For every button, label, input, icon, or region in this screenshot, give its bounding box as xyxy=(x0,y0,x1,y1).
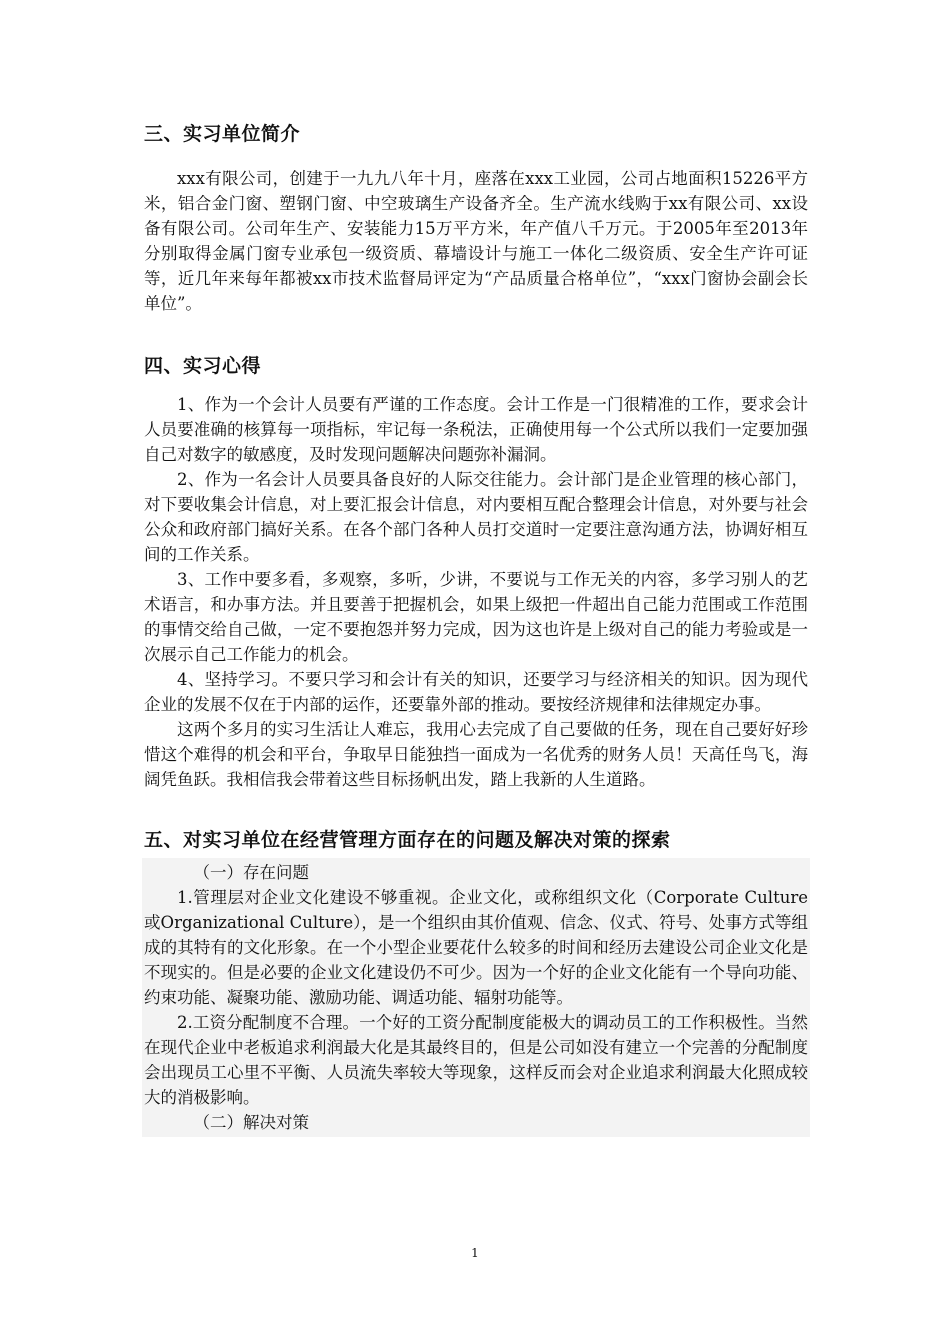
section-4-paragraph-3: 3、工作中要多看，多观察，多听，少讲，不要说与工作无关的内容，多学习别人的艺术语言，和办事方法。并且要善于把握机会，如果上级把一件超出自己能力范围或工作范围的事情交给自己做，一定不要抱怨并努力完成，因为这也许是上级对自己的能力考验或是一次展示自己工作能力的机会。 xyxy=(144,570,808,664)
section-3-title: 三、实习单位简介 xyxy=(144,123,301,145)
section-5-paragraph-2: 2.工资分配制度不合理。一个好的工资分配制度能极大的调动员工的工作积极性。当然在现代企业中老板追求利润最大化是其最终目的，但是公司如没有建立一个完善的分配制度会出现员工心里不平衡、人员流失率较大等现象，这样反而会对企业追求利润最大化照成较大的消极影响。 xyxy=(144,1013,808,1107)
subsection-problems-heading: （一）存在问题 xyxy=(193,863,309,882)
document-page xyxy=(144,120,808,1137)
section-4-title: 四、实习心得 xyxy=(144,355,262,377)
subsection-solutions-heading: （二）解决对策 xyxy=(193,1113,309,1132)
section-3-paragraph: xxx有限公司，创建于一九九八年十月，座落在xxx工业园，公司占地面积15226平方米，铝合金门窗、塑钢门窗、中空玻璃生产设备齐全。生产流水线购于xx有限公司、xx设备有限公司。公司年生产、安装能力15万平方米，年产值八千万元。于2005年至2013年分别取得金属门窗专业承包一级资质、幕墙设计与施工一体化二级资质、安全生产许可证等，近几年来每年都被xx市技术监督局评定为“产品质量合格单位”，“xxx门窗协会副会长单位”。 xyxy=(144,169,808,313)
section-5-body xyxy=(142,858,810,1137)
section-4-paragraph-5: 这两个多月的实习生活让人难忘，我用心去完成了自己要做的任务，现在自己要好好珍惜这个难得的机会和平台，争取早日能独挡一面成为一名优秀的财务人员！天高任鸟飞，海阔凭鱼跃。我相信我会带着这些目标扬帆出发，踏上我新的人生道路。 xyxy=(144,720,808,789)
section-5-title: 五、对实习单位在经营管理方面存在的问题及解决对策的探索 xyxy=(144,829,671,851)
section-4-paragraph-2: 2、作为一名会计人员要具备良好的人际交往能力。会计部门是企业管理的核心部门，对下要收集会计信息，对上要汇报会计信息，对内要相互配合整理会计信息，对外要与社会公众和政府部门搞好关系。在各个部门各种人员打交道时一定要注意沟通方法，协调好相互间的工作关系。 xyxy=(144,470,808,564)
section-4-paragraph-4: 4、坚持学习。不要只学习和会计有关的知识，还要学习与经济相关的知识。因为现代企业的发展不仅在于内部的运作，还要靠外部的推动。要按经济规律和法律规定办事。 xyxy=(144,670,808,714)
page-number: 1 xyxy=(471,1246,479,1260)
section-4-paragraph-1: 1、作为一个会计人员要有严谨的工作态度。会计工作是一门很精准的工作，要求会计人员要准确的核算每一项指标，牢记每一条税法，正确使用每一个公式所以我们一定要加强自己对数字的敏感度，及时发现问题解决问题弥补漏洞。 xyxy=(144,395,808,464)
section-5-paragraph-1: 1.管理层对企业文化建设不够重视。企业文化，或称组织文化（Corporate Culture或Organizational Culture），是一个组织由其价值观、信念、仪式、符号、处事方式等组成的其特有的文化形象。在一个小型企业要花什么较多的时间和经历去建设公司企业文化是不现实的。但是必要的企业文化建设仍不可少。因为一个好的企业文化能有一个导向功能、约束功能、凝聚功能、激励功能、调适功能、辐射功能等。 xyxy=(144,888,808,1007)
